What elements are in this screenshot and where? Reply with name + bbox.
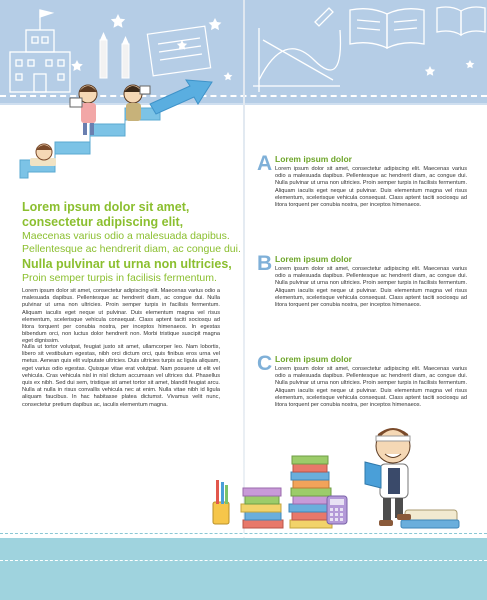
left-paragraph-2: Nulla ut tortor volutpat, feugiat justo sit amet, ullamcorper leo. Nam lobortis, libero sit vestibulum egestas, nibh orci dictum orci, quis finibus eros urna vel metus. Aenean quis elit vulputate ultricies. Duis ultricies turpis ac ligula aliquam, eget varius odio egestas. Quisque vitae erat volutpat. Nam posuere ut elit vel vehicula. Cras vehicula nisl in nisl dictum accumsan vel ultrices dui. Phasellus quis ex nibh. Sed dui sem, tristique sit amet tortor sit amet, blandit feugiat arcu. Nulla at nulla in risus convallis vehicula nec at enim. Nulla vitae nibh id ligula aliquam faucibus. In hac habitasse platea dictumst. Vivamus velit nunc, consectetur pretium dapibus ac, iaculis elementum magna. (22, 344, 220, 408)
student-reading-figure (70, 85, 97, 135)
reading-boy-figure (365, 428, 459, 528)
left-headline-3: Nulla pulvinar ut urna non ultricies, (22, 257, 232, 271)
pencil-cup-icon (213, 480, 229, 524)
open-book-icon (350, 9, 424, 48)
left-subline-1: Maecenas varius odio a malesuada dapibus. (22, 230, 230, 242)
bottom-footer-band (0, 538, 487, 600)
star-icon (224, 72, 233, 80)
section-letter: C (257, 352, 273, 375)
section-title: Lorem ipsum dolor (275, 254, 352, 264)
math-doodles-illustration (245, 0, 487, 100)
section-title: Lorem ipsum dolor (275, 354, 352, 364)
school-building-icon (10, 10, 70, 92)
pencil-doodle-icon (315, 8, 333, 26)
section-body: Lorem ipsum dolor sit amet, consectetur adipiscing elit. Maecenas varius odio a malesuada dapibus. Pellentesque ac hendrerit diam, ac congue dui. Nulla pulvinar ut urna non ultricies. Proin semper turpis in facilisis fermentum. Aliquam iaculis eget neque ut pulvinar. Duis elementum magna vel risus elementum, scelerisque vehicula consequat. Class aptent taciti sociosqu ad litora torquent per conubia nostra, per inceptos himenaeos. (275, 166, 467, 209)
star-icon (466, 60, 475, 68)
star-icon (111, 14, 125, 28)
book-held-icon (365, 462, 381, 488)
student-sleeping-figure (30, 144, 56, 166)
graph-doodle-icon (253, 28, 340, 92)
section-letter: A (257, 152, 273, 175)
section-body: Lorem ipsum dolor sit amet, consectetur adipiscing elit. Maecenas varius odio a malesuada dapibus. Pellentesque ac hendrerit diam, ac congue dui. Nulla pulvinar ut urna non ultricies. Proin semper turpis in facilisis fermentum. Aliquam iaculis eget neque ut pulvinar. Duis elementum magna vel risus elementum, scelerisque vehicula consequat. Class aptent taciti sociosqu ad litora torquent per conubia nostra, per inceptos himenaeos. (275, 366, 467, 409)
school-stairs-illustration (0, 0, 243, 185)
book-stack-icon (241, 488, 283, 528)
left-headline-2: consectetur adipiscing elit, (22, 215, 184, 229)
section-letter: B (257, 252, 273, 275)
calculator-icon (327, 496, 347, 524)
reading-student-illustration (205, 410, 487, 540)
star-icon (209, 18, 222, 30)
pencil-icons (100, 32, 129, 78)
section-body: Lorem ipsum dolor sit amet, consectetur adipiscing elit. Maecenas varius odio a malesuada dapibus. Pellentesque ac hendrerit diam, ac congue dui. Nulla pulvinar ut urna non ultricies. Proin semper turpis in facilisis fermentum. Aliquam iaculis eget neque ut pulvinar. Duis elementum magna vel risus elementum, scelerisque vehicula consequat. Class aptent taciti sociosqu ad litora torquent per conubia nostra, per inceptos himenaeos. (275, 266, 467, 309)
left-paragraph-1: Lorem ipsum dolor sit amet, consectetur adipiscing elit. Maecenas varius odio a malesuada dapibus. Pellentesque ac hendrerit diam, ac congue dui. Nulla pulvinar ut urna non ultricies. Proin semper turpis in facilisis fermentum. Aliquam iaculis eget neque ut pulvinar. Duis elementum magna vel risus elementum, scelerisque vehicula consequat. Class aptent taciti sociosqu ad litora torquent per conubia nostra, per inceptos himenaeos. In egestas bibendum orci, non luctus dolor hendrerit non. Morbi tristique suscipit magna eget dignissim. (22, 288, 220, 345)
left-subline-3: Proin semper turpis in facilisis fermentum. (22, 272, 217, 284)
notebook-doodle-icon (147, 26, 210, 76)
star-icon (425, 66, 435, 76)
open-book-icon (437, 7, 485, 35)
left-headline-1: Lorem ipsum dolor sit amet, (22, 200, 190, 214)
left-subline-2: Pellentesque ac hendrerit diam, ac congue dui. (22, 243, 241, 255)
growth-arrow-icon (150, 80, 212, 114)
book-stack-icon (289, 456, 332, 528)
bottom-band-stitch (0, 560, 487, 562)
star-icon (71, 60, 83, 71)
section-title: Lorem ipsum dolor (275, 154, 352, 164)
